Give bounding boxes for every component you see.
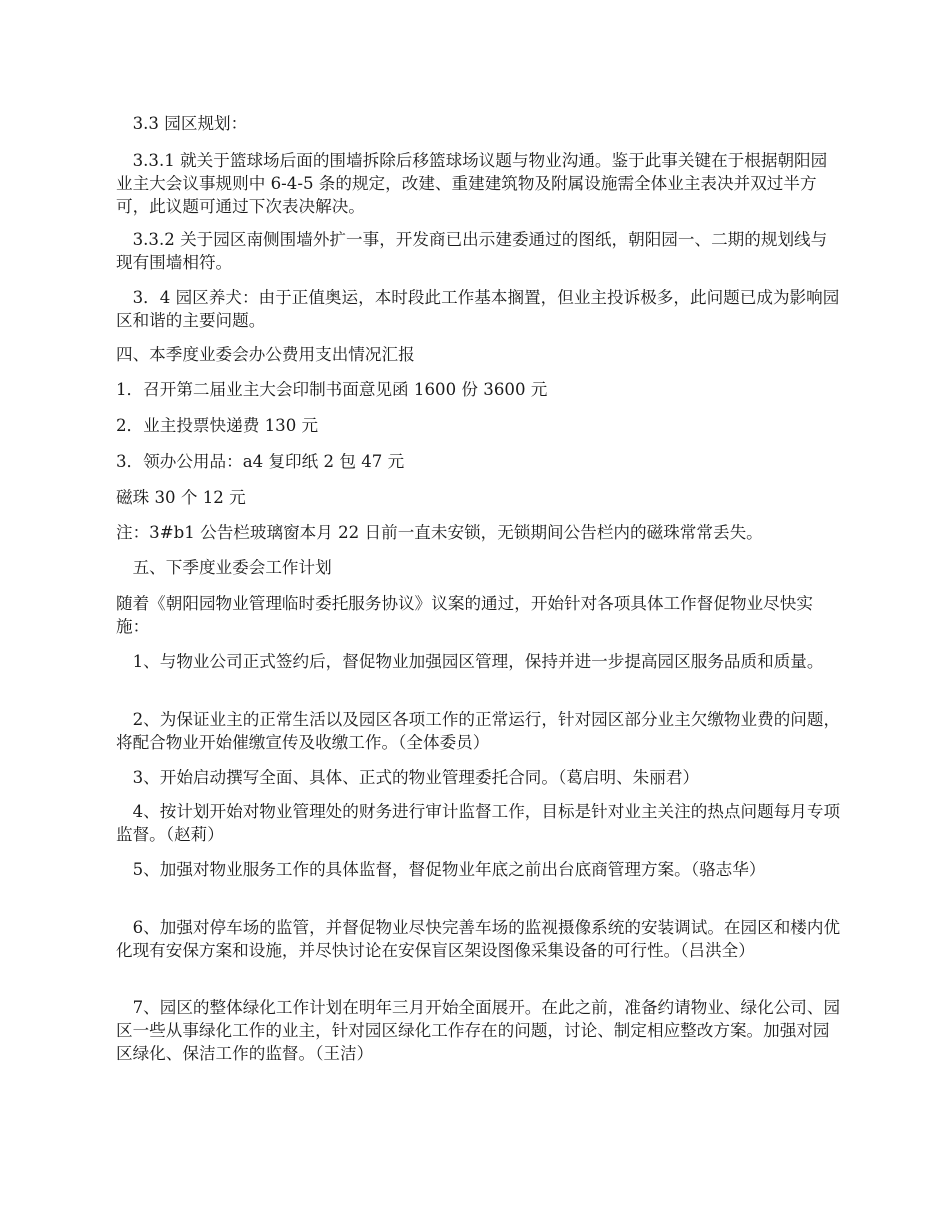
expense-item-3-extra: 磁珠 30 个 12 元 bbox=[116, 488, 246, 507]
expense-item-3: 3．领办公用品：a4 复印纸 2 包 47 元 bbox=[116, 452, 405, 471]
expense-item-1: 1．召开第二届业主大会印制书面意见函 1600 份 3600 元 bbox=[116, 380, 548, 399]
expense-note: 注：3#b1 公告栏玻璃窗本月 22 日前一直未安锁，无锁期间公告栏内的磁珠常常丢失。 bbox=[116, 523, 763, 542]
paragraph-3-3-2: 3.3.2 关于园区南侧围墙外扩一事，开发商已出示建委通过的图纸，朝阳园一、二期的规划线与现有围墙相符。 bbox=[116, 230, 828, 272]
plan-item-5: 5、加强对物业服务工作的具体监督，督促物业年底之前出台底商管理方案。（骆志华） bbox=[116, 860, 766, 879]
section-heading-3-3: 3.3 园区规划： bbox=[116, 114, 248, 133]
section-heading-4: 四、本季度业委会办公费用支出情况汇报 bbox=[116, 345, 415, 364]
plan-item-4: 4、按计划开始对物业管理处的财务进行审计监督工作，目标是针对业主关注的热点问题每月专项监督。（赵莉） bbox=[116, 802, 841, 844]
plan-item-2: 2、为保证业主的正常生活以及园区各项工作的正常运行，针对园区部分业主欠缴物业费的问题，将配合物业开始催缴宣传及收缴工作。（全体委员） bbox=[116, 710, 841, 752]
paragraph-3-3-1: 3.3.1 就关于篮球场后面的围墙拆除后移篮球场议题与物业沟通。鉴于此事关键在于根据朝阳园业主大会议事规则中 6-4-5 条的规定，改建、重建建筑物及附属设施需全体业主表决并双过半方可，此议题可通过下次表决解决。 bbox=[116, 151, 828, 216]
paragraph-3-4: 3．4 园区养犬：由于正值奥运，本时段此工作基本搁置，但业主投诉极多，此问题已成为影响园区和谐的主要问题。 bbox=[116, 288, 840, 330]
plan-item-6: 6、加强对停车场的监管，并督促物业尽快完善车场的监视摄像系统的安装调试。在园区和楼内优化现有安保方案和设施，并尽快讨论在安保盲区架设图像采集设备的可行性。（吕洪全） bbox=[116, 918, 841, 960]
plan-intro: 随着《朝阳园物业管理临时委托服务协议》议案的通过，开始针对各项具体工作督促物业尽快实施： bbox=[116, 594, 813, 636]
section-heading-5: 五、下季度业委会工作计划 bbox=[116, 558, 332, 577]
plan-item-1: 1、与物业公司正式签约后，督促物业加强园区管理，保持并进一步提高园区服务品质和质量。 bbox=[116, 652, 824, 671]
plan-item-7: 7、园区的整体绿化工作计划在明年三月开始全面展开。在此之前，准备约请物业、绿化公司、园区一些从事绿化工作的业主，针对园区绿化工作存在的问题，讨论、制定相应整改方案。加强对园区绿化、保洁工作的监督。（王洁） bbox=[116, 998, 841, 1063]
expense-item-2: 2．业主投票快递费 130 元 bbox=[116, 416, 319, 435]
plan-item-3: 3、开始启动撰写全面、具体、正式的物业管理委托合同。（葛启明、朱丽君） bbox=[116, 768, 700, 787]
